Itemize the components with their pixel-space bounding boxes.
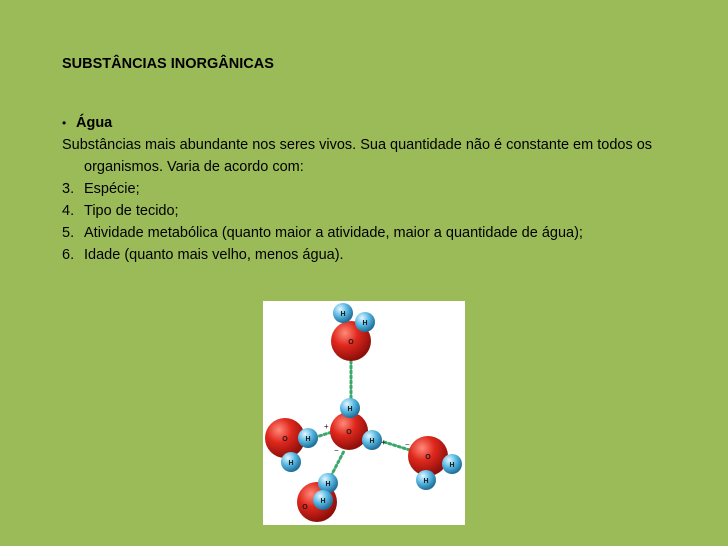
hydrogen-label: H — [362, 320, 368, 327]
hydrogen-label: H — [320, 498, 326, 505]
oxygen-label: O — [425, 454, 431, 461]
oxygen-label: O — [348, 339, 354, 346]
minus-sign: − — [334, 446, 339, 455]
list-text: Espécie; — [84, 181, 140, 197]
hydrogen-label: H — [347, 406, 353, 413]
water-molecule-right — [405, 436, 462, 490]
list-number: 4. — [62, 203, 75, 219]
water-molecule-bottom — [297, 473, 338, 522]
list-number: 5. — [62, 225, 75, 241]
list-text: Tipo de tecido; — [84, 203, 179, 219]
oxygen-label: O — [302, 504, 308, 511]
water-molecule-top — [331, 303, 375, 361]
minus-sign: − — [405, 440, 410, 449]
page-title: SUBSTÂNCIAS INORGÂNICAS — [62, 56, 274, 72]
hydrogen-label: H — [325, 481, 331, 488]
list-number: 3. — [62, 181, 75, 197]
water-molecules-diagram — [263, 301, 465, 525]
bullet-item-agua — [62, 112, 702, 134]
list-item — [62, 178, 702, 200]
oxygen-label: O — [282, 436, 288, 443]
hydrogen-label: H — [369, 438, 375, 445]
bullet-icon: • — [62, 116, 67, 130]
slide-content — [62, 112, 702, 266]
list-item — [62, 244, 702, 266]
water-molecule-left — [265, 418, 318, 472]
hydrogen-label: H — [449, 462, 455, 469]
hydrogen-label: H — [288, 460, 294, 467]
water-molecule-center — [324, 398, 386, 455]
list-item — [62, 200, 702, 222]
plus-sign: + — [381, 438, 386, 447]
list-item — [62, 222, 702, 244]
list-text: Atividade metabólica (quanto maior a atividade, maior a quantidade de água); — [84, 225, 583, 241]
hydrogen-label: H — [423, 478, 429, 485]
list-text: Idade (quanto mais velho, menos água). — [84, 247, 344, 263]
bullet-text: Água — [76, 115, 113, 131]
hydrogen-label: H — [340, 311, 346, 318]
plus-sign: + — [324, 422, 329, 431]
list-number: 6. — [62, 247, 75, 263]
description-paragraph: Substâncias mais abundante nos seres vivos. Sua quantidade não é constante em todos os organismos. Varia de acordo com: — [62, 137, 653, 175]
oxygen-label: O — [346, 429, 352, 436]
water-molecules-figure — [263, 301, 465, 525]
hydrogen-label: H — [305, 436, 311, 443]
